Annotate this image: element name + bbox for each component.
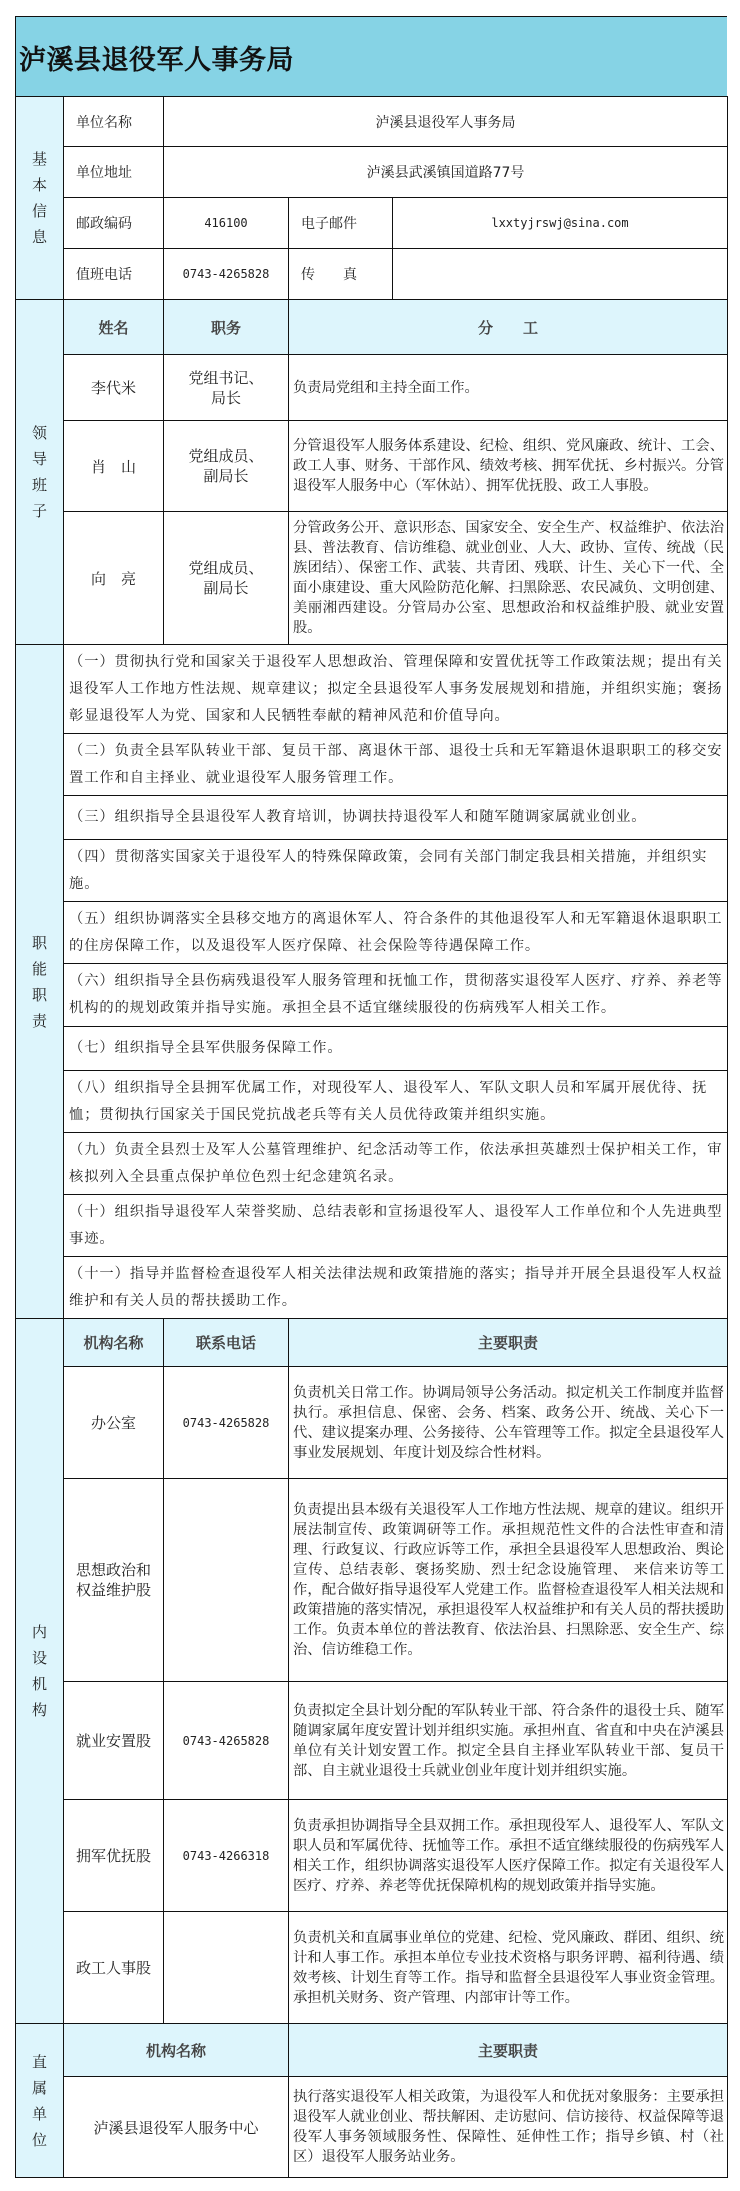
section-label-char: 构 xyxy=(31,1701,47,1719)
section-label-char: 领 xyxy=(31,424,47,442)
header-unit-name: 机构名称 xyxy=(64,2024,289,2077)
section-label-affiliated-units xyxy=(16,2024,64,2178)
function-item: （三）组织指导全县退役军人教育培训，协调扶持退役军人和随军随调家属就业创业。 xyxy=(64,796,728,840)
leader-row xyxy=(16,512,728,645)
leader-name: 肖 山 xyxy=(64,421,164,512)
section-label-char: 单 xyxy=(31,2104,47,2123)
section-label-char: 导 xyxy=(31,450,47,468)
section-label-char: 信 xyxy=(31,202,47,220)
leader-duty: 分管政务公开、意识形态、国家安全、安全生产、权益维护、依法治县、普法教育、信访维稳、就业创业、人大、政协、宣传、统战（民族团结）、保密工作、武装、共青团、残联、计生、关心下一代、全面小康建设、重大风险防范化解、扫黑除恶、农民减负、文明创建、美丽湘西建设。分管局办公室、思想政治和权益维护股、就业安置股。 xyxy=(289,512,728,645)
section-label-char: 职 xyxy=(31,985,47,1004)
function-row xyxy=(16,1133,728,1195)
postcode-value: 416100 xyxy=(164,198,289,249)
section-label-functions xyxy=(16,645,64,1319)
unit-name-label: 单位名称 xyxy=(64,97,164,147)
section-label-char: 设 xyxy=(31,1649,47,1667)
section-label-internal-orgs xyxy=(16,1319,64,2024)
leader-position: 党组成员、 副局长 xyxy=(164,421,289,512)
leader-position: 党组成员、 副局长 xyxy=(164,512,289,645)
function-item: （二）负责全县军队转业干部、复员干部、离退休干部、退役士兵和无军籍退休退职职工的移交安置工作和自主择业、就业退役军人服务管理工作。 xyxy=(64,734,728,796)
row-phone-fax xyxy=(16,249,728,300)
function-row xyxy=(16,645,728,734)
email-label: 电子邮件 xyxy=(289,198,393,249)
leadership-header-row xyxy=(16,300,728,355)
org-name: 就业安置股 xyxy=(64,1682,164,1800)
function-row xyxy=(16,1027,728,1071)
section-label-char: 职 xyxy=(31,933,47,952)
org-row xyxy=(16,1682,728,1800)
address-value: 泸溪县武溪镇国道路77号 xyxy=(164,147,728,198)
header-org-name: 机构名称 xyxy=(64,1319,164,1367)
row-postcode-email xyxy=(16,198,728,249)
function-row xyxy=(16,796,728,840)
function-item: （九）负责全县烈士及军人公墓管理维护、纪念活动等工作，依法承担英雄烈士保护相关工作，审核拟列入全县重点保护单位色烈士纪念建筑名录。 xyxy=(64,1133,728,1195)
email-value[interactable]: lxxtyjrswj@sina.com xyxy=(393,198,728,249)
duty-phone-value: 0743-4265828 xyxy=(164,249,289,300)
org-duty: 负责机关日常工作。协调局领导公务活动。拟定机关工作制度并监督执行。承担信息、保密、会务、档案、政务公开、统战、关心下一代、建议提案办理、公务接待、公车管理等工作。拟定全县退役军人事业发展规划、年度计划及综合性材料。 xyxy=(289,1367,728,1479)
function-row xyxy=(16,734,728,796)
duty-phone-label: 值班电话 xyxy=(64,249,164,300)
row-address xyxy=(16,147,728,198)
function-row xyxy=(16,1195,728,1257)
section-label-char: 属 xyxy=(31,2078,47,2097)
header-duty: 分 工 xyxy=(289,300,728,355)
org-name: 办公室 xyxy=(64,1367,164,1479)
header-unit-duty: 主要职责 xyxy=(289,2024,728,2077)
function-item: （十）组织指导退役军人荣誉奖励、总结表彰和宣扬退役军人、退役军人工作单位和个人先进典型事迹。 xyxy=(64,1195,728,1257)
affiliated-row xyxy=(16,2077,728,2178)
function-item: （四）贯彻落实国家关于退役军人的特殊保障政策，会同有关部门制定我县相关措施，并组织实施。 xyxy=(64,840,728,902)
function-row xyxy=(16,840,728,902)
org-duty: 负责提出县本级有关退役军人工作地方性法规、规章的建议。组织开展法制宣传、政策调研等工作。承担规范性文件的合法性审查和清理、行政复议、行政应诉等工作，承担全县退役军人思想政治、舆论宣传、总结表彰、褒扬奖励、烈士纪念设施管理、 来信来访等工作，配合做好指导退役军人党建工作。监督检查退役军人相关法规和政策措施的落实情况，承担退役军人权益维护和有关人员的帮扶援助工作。负责本单位的普法教育、依法治县、扫黑除恶、安全生产、综治、信访维稳工作。 xyxy=(289,1479,728,1682)
org-phone: 0743-4266318 xyxy=(164,1800,289,1912)
section-label-basic-info xyxy=(16,97,64,300)
section-label-char: 位 xyxy=(31,2130,47,2149)
function-row xyxy=(16,1071,728,1133)
leader-duty: 分管退役军人服务体系建设、纪检、组织、党风廉政、统计、工会、政工人事、财务、干部作风、绩效考核、拥军优抚、乡村振兴。分管退役军人服务中心（军休站）、拥军优抚股、政工人事股。 xyxy=(289,421,728,512)
org-row xyxy=(16,1912,728,2024)
section-label-char: 班 xyxy=(31,476,47,494)
org-duty: 负责承担协调指导全县双拥工作。承担现役军人、退役军人、军队文职人员和军属优待、抚恤等工作。承担不适宜继续服役的伤病残军人相关工作，组织协调落实退役军人医疗保障工作。拟定有关退役军人医疗、疗养、养老等优抚保障机构的规划政策并指导实施。 xyxy=(289,1800,728,1912)
function-item: （五）组织协调落实全县移交地方的离退休军人、符合条件的其他退役军人和无军籍退休退职职工的住房保障工作，以及退役军人医疗保障、社会保险等待遇保障工作。 xyxy=(64,902,728,964)
section-label-char: 子 xyxy=(31,502,47,520)
org-duty: 负责拟定全县计划分配的军队转业干部、符合条件的退役士兵、随军随调家属年度安置计划并组织实施。承担州直、省直和中央在泸溪县单位有关计划安置工作。拟定全县自主择业军队转业干部、复员干部、自主就业退役士兵就业创业年度计划并组织实施。 xyxy=(289,1682,728,1800)
leader-position: 党组书记、 局长 xyxy=(164,355,289,421)
section-label-char: 责 xyxy=(31,1011,47,1030)
affiliated-header-row xyxy=(16,2024,728,2077)
org-header-row xyxy=(16,1319,728,1367)
fax-value xyxy=(393,249,728,300)
org-phone xyxy=(164,1479,289,1682)
section-label-char: 基 xyxy=(31,150,47,168)
function-row xyxy=(16,1257,728,1319)
section-label-char: 内 xyxy=(31,1623,47,1641)
org-duty: 负责机关和直属事业单位的党建、纪检、党风廉政、群团、组织、统计和人事工作。承担本单位专业技术资格与职务评聘、福利待遇、绩效考核、计划生育等工作。指导和监督全县退役军人事业资金管理。承担机关财务、资产管理、内部审计等工作。 xyxy=(289,1912,728,2024)
header-org-phone: 联系电话 xyxy=(164,1319,289,1367)
org-phone: 0743-4265828 xyxy=(164,1682,289,1800)
org-name: 拥军优抚股 xyxy=(64,1800,164,1912)
header-org-duty: 主要职责 xyxy=(289,1319,728,1367)
org-row xyxy=(16,1367,728,1479)
postcode-label: 邮政编码 xyxy=(64,198,164,249)
header-position: 职务 xyxy=(164,300,289,355)
org-phone: 0743-4265828 xyxy=(164,1367,289,1479)
org-row xyxy=(16,1479,728,1682)
function-item: （七）组织指导全县军供服务保障工作。 xyxy=(64,1027,728,1071)
title-band xyxy=(15,16,727,97)
unit-name-value: 泸溪县退役军人事务局 xyxy=(164,97,728,147)
fax-label: 传 真 xyxy=(289,249,393,300)
function-row xyxy=(16,964,728,1027)
row-unit-name xyxy=(16,97,728,147)
function-item: （十一）指导并监督检查退役军人相关法律法规和政策措施的落实；指导并开展全县退役军人权益维护和有关人员的帮扶援助工作。 xyxy=(64,1257,728,1319)
page-title: 泸溪县退役军人事务局 xyxy=(19,44,294,76)
affiliated-unit-duty: 执行落实退役军人相关政策，为退役军人和优抚对象服务：主要承担退役军人就业创业、帮扶解困、走访慰问、信访接待、权益保障等退役军人事务领域服务性、保障性、延伸性工作；指导乡镇、村（社区）退役军人服务站业务。 xyxy=(289,2077,728,2178)
function-item: （六）组织指导全县伤病残退役军人服务管理和抚恤工作，贯彻落实退役军人医疗、疗养、养老等机构的的规划政策并指导实施。承担全县不适宜继续服役的伤病残军人相关工作。 xyxy=(64,964,728,1027)
org-row xyxy=(16,1800,728,1912)
org-name: 政工人事股 xyxy=(64,1912,164,2024)
info-table xyxy=(15,96,728,2178)
header-name: 姓名 xyxy=(64,300,164,355)
leader-row xyxy=(16,421,728,512)
section-label-leadership xyxy=(16,300,64,645)
leader-name: 李代米 xyxy=(64,355,164,421)
function-item: （一）贯彻执行党和国家关于退役军人思想政治、管理保障和安置优抚等工作政策法规；提出有关退役军人工作地方性法规、规章建议；拟定全县退役军人事务发展规划和措施，并组织实施；褒扬彰显退役军人为党、国家和人民牺牲奉献的精神风范和价值导向。 xyxy=(64,645,728,734)
affiliated-unit-name: 泸溪县退役军人服务中心 xyxy=(64,2077,289,2178)
org-phone xyxy=(164,1912,289,2024)
function-row xyxy=(16,902,728,964)
function-item: （八）组织指导全县拥军优属工作，对现役军人、退役军人、军队文职人员和军属开展优待、抚恤；贯彻执行国家关于国民党抗战老兵等有关人员优待政策并组织实施。 xyxy=(64,1071,728,1133)
address-label: 单位地址 xyxy=(64,147,164,198)
org-name: 思想政治和 权益维护股 xyxy=(64,1479,164,1682)
leader-row xyxy=(16,355,728,421)
section-label-char: 本 xyxy=(31,176,47,194)
leader-name: 向 亮 xyxy=(64,512,164,645)
section-label-char: 息 xyxy=(31,228,47,246)
section-label-char: 直 xyxy=(31,2052,47,2071)
section-label-char: 能 xyxy=(31,959,47,978)
section-label-char: 机 xyxy=(31,1675,47,1693)
leader-duty: 负责局党组和主持全面工作。 xyxy=(289,355,728,421)
